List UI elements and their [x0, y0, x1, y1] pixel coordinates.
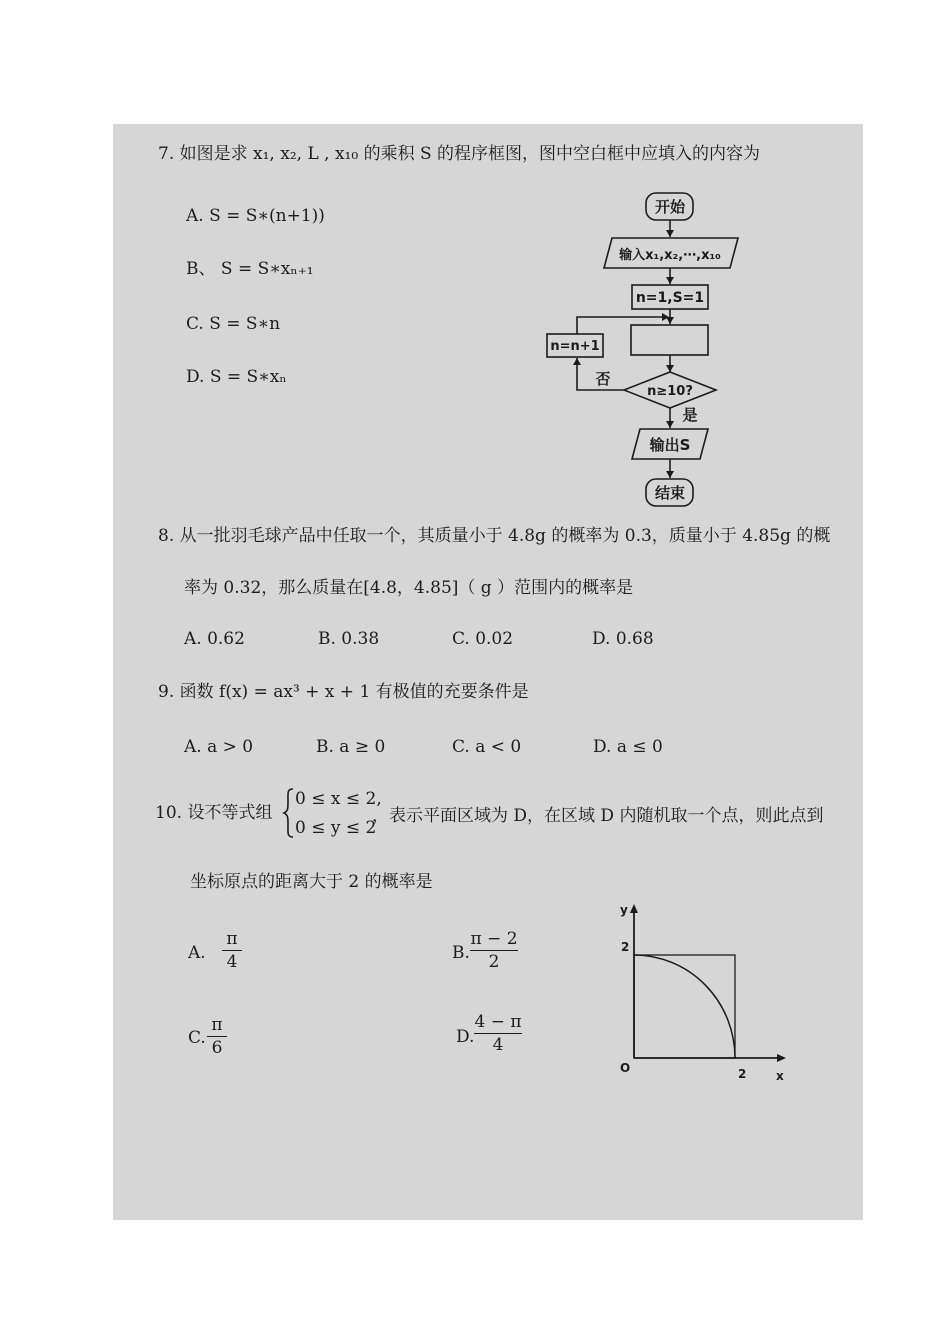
- graph-y-axis-label: y: [620, 903, 628, 917]
- q10-system-line2: 0 ≤ y ≤ 2: [295, 818, 377, 838]
- q8-option-a: A. 0.62: [184, 629, 245, 649]
- q10-option-b-denominator: 2: [488, 952, 500, 972]
- q10-option-c-numerator: π: [211, 1015, 223, 1035]
- flowchart-yes-label: 是: [682, 406, 698, 424]
- q7-option-d: D. S = S∗xₙ: [186, 367, 287, 387]
- q9-option-d: D. a ≤ 0: [593, 737, 663, 757]
- q10-option-b-label: B.: [452, 943, 470, 963]
- q8-option-d: D. 0.68: [592, 629, 654, 649]
- flowchart-end-label: 结束: [654, 484, 686, 502]
- flowchart-start-label: 开始: [654, 198, 686, 216]
- flowchart-input-label: 输入x₁,x₂,⋯,x₁₀: [619, 248, 721, 263]
- q10-system-line1: 0 ≤ x ≤ 2,: [295, 789, 382, 809]
- q10-brace-icon: [282, 787, 296, 839]
- q7-option-b: B、 S = S∗xₙ₊₁: [186, 259, 314, 279]
- flowchart-no-label: 否: [595, 370, 611, 388]
- q9-option-b: B. a ≥ 0: [316, 737, 386, 757]
- q8-stem-line1: 8. 从一批羽毛球产品中任取一个，其质量小于 4.8g 的概率为 0.3，质量小于 4.85g 的概: [158, 526, 831, 546]
- q10-option-d-numerator: 4 − π: [474, 1012, 522, 1032]
- graph-x-tick-label: 2: [738, 1067, 747, 1081]
- q10-option-c-label: C.: [188, 1028, 206, 1048]
- q10-stem-line2: 坐标原点的距离大于 2 的概率是: [190, 872, 433, 892]
- q9-stem: 9. 函数 f(x) = ax³ + x + 1 有极值的充要条件是: [158, 682, 529, 702]
- q7-option-a: A. S = S∗(n+1)): [186, 206, 325, 226]
- q9-option-c: C. a < 0: [452, 737, 522, 757]
- flowchart-condition-label: n≥10?: [647, 384, 693, 399]
- q7-stem: 7. 如图是求 x₁, x₂, L , x₁₀ 的乘积 S 的程序框图，图中空白框中应填入的内容为: [158, 144, 761, 164]
- q10-option-d-fraction: [474, 1012, 522, 1055]
- flowchart-output-label: 输出S: [649, 436, 691, 454]
- q10-option-c-denominator: 6: [211, 1038, 223, 1058]
- graph-x-axis-label: x: [776, 1069, 784, 1083]
- q10-option-d-label: D.: [456, 1027, 475, 1047]
- q8-stem-line2: 率为 0.32，那么质量在[4.8，4.85]（ g ）范围内的概率是: [184, 578, 634, 598]
- q8-option-c: C. 0.02: [452, 629, 514, 649]
- graph-y-tick-label: 2: [621, 940, 630, 954]
- q10-stem-suffix: ，表示平面区域为 D，在区域 D 内随机取一个点，则此点到: [372, 806, 824, 826]
- q10-stem-prefix: 10. 设不等式组: [155, 803, 273, 823]
- q7-option-c: C. S = S∗n: [186, 314, 281, 334]
- q10-option-a-fraction: [222, 929, 242, 972]
- q8-option-b: B. 0.38: [318, 629, 380, 649]
- q9-option-a: A. a > 0: [184, 737, 254, 757]
- flowchart-increment-label: n=n+1: [550, 339, 600, 354]
- q10-option-d-denominator: 4: [492, 1035, 504, 1055]
- flowchart-init-label: n=1,S=1: [635, 290, 705, 306]
- q10-option-a-denominator: 4: [226, 952, 238, 972]
- graph-origin-label: O: [620, 1061, 631, 1075]
- q10-option-a-label: A.: [188, 943, 206, 963]
- q10-option-a-numerator: π: [226, 929, 238, 949]
- q10-option-b-numerator: π − 2: [470, 929, 518, 949]
- q10-option-b-fraction: [470, 929, 518, 972]
- q10-option-c-fraction: [207, 1015, 227, 1058]
